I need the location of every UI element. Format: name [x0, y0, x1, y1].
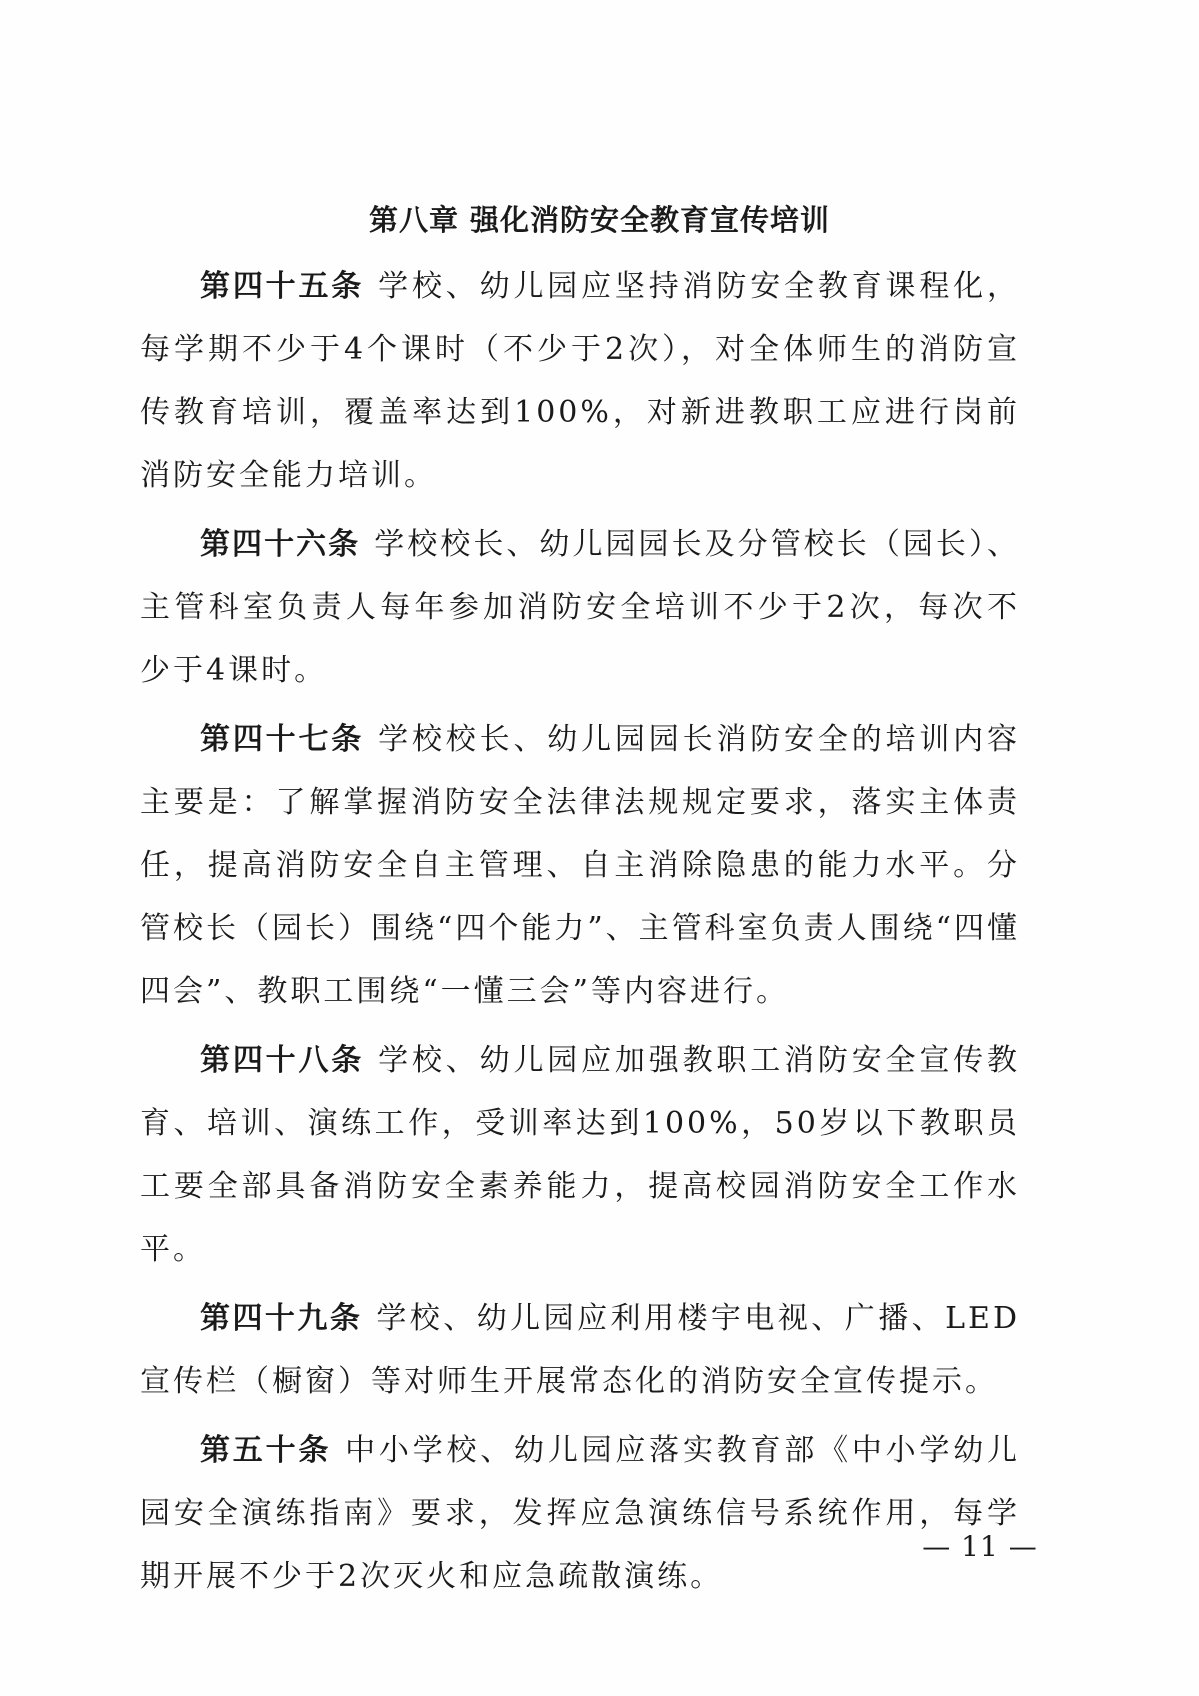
article-label: 第四十八条: [200, 1043, 365, 1078]
page-number: — 11 —: [922, 1530, 1038, 1563]
article-text: 学校、幼儿园应加强教职工消防安全宣传教育、培训、演练工作，受训率达到100%，50岁以下教职员工要全部具备消防安全素养能力，提高校园消防安全工作水平。: [140, 1043, 1021, 1267]
article-label: 第四十五条: [200, 269, 365, 304]
chapter-title: 第八章 强化消防安全教育宣传培训: [368, 203, 831, 237]
article-text: 学校校长、幼儿园园长及分管校长（园长）、主管科室负责人每年参加消防安全培训不少于2次，每次不少于4课时。: [140, 527, 1021, 688]
article-label: 第四十九条: [200, 1301, 363, 1336]
article-48: [140, 1029, 1020, 1281]
article-text: 学校、幼儿园应利用楼宇电视、广播、LED宣传栏（橱窗）等对师生开展常态化的消防安全宣传提示。: [140, 1301, 1021, 1399]
article-45: [140, 255, 1020, 507]
article-46: [140, 513, 1020, 702]
article-text: 学校校长、幼儿园园长消防安全的培训内容主要是：了解掌握消防安全法律法规规定要求，落实主体责任，提高消防安全自主管理、自主消除隐患的能力水平。分管校长（园长）围绕“四个能力”、主管科室负责人围绕“四懂四会”、教职工围绕“一懂三会”等内容进行。: [140, 722, 1021, 1009]
article-label: 第四十七条: [200, 722, 365, 757]
article-49: [140, 1287, 1020, 1413]
article-50: [140, 1419, 1020, 1608]
article-text: 学校、幼儿园应坚持消防安全教育课程化，每学期不少于4个课时（不少于2次），对全体师生的消防宣传教育培训，覆盖率达到100%，对新进教职工应进行岗前消防安全能力培训。: [140, 269, 1021, 493]
article-label: 第四十六条: [200, 527, 361, 562]
article-label: 第五十条: [200, 1433, 332, 1468]
article-text: 中小学校、幼儿园应落实教育部《中小学幼儿园安全演练指南》要求，发挥应急演练信号系统作用，每学期开展不少于2次灭火和应急疏散演练。: [140, 1433, 1021, 1594]
article-47: [140, 708, 1020, 1023]
article-list: [140, 255, 1020, 1614]
